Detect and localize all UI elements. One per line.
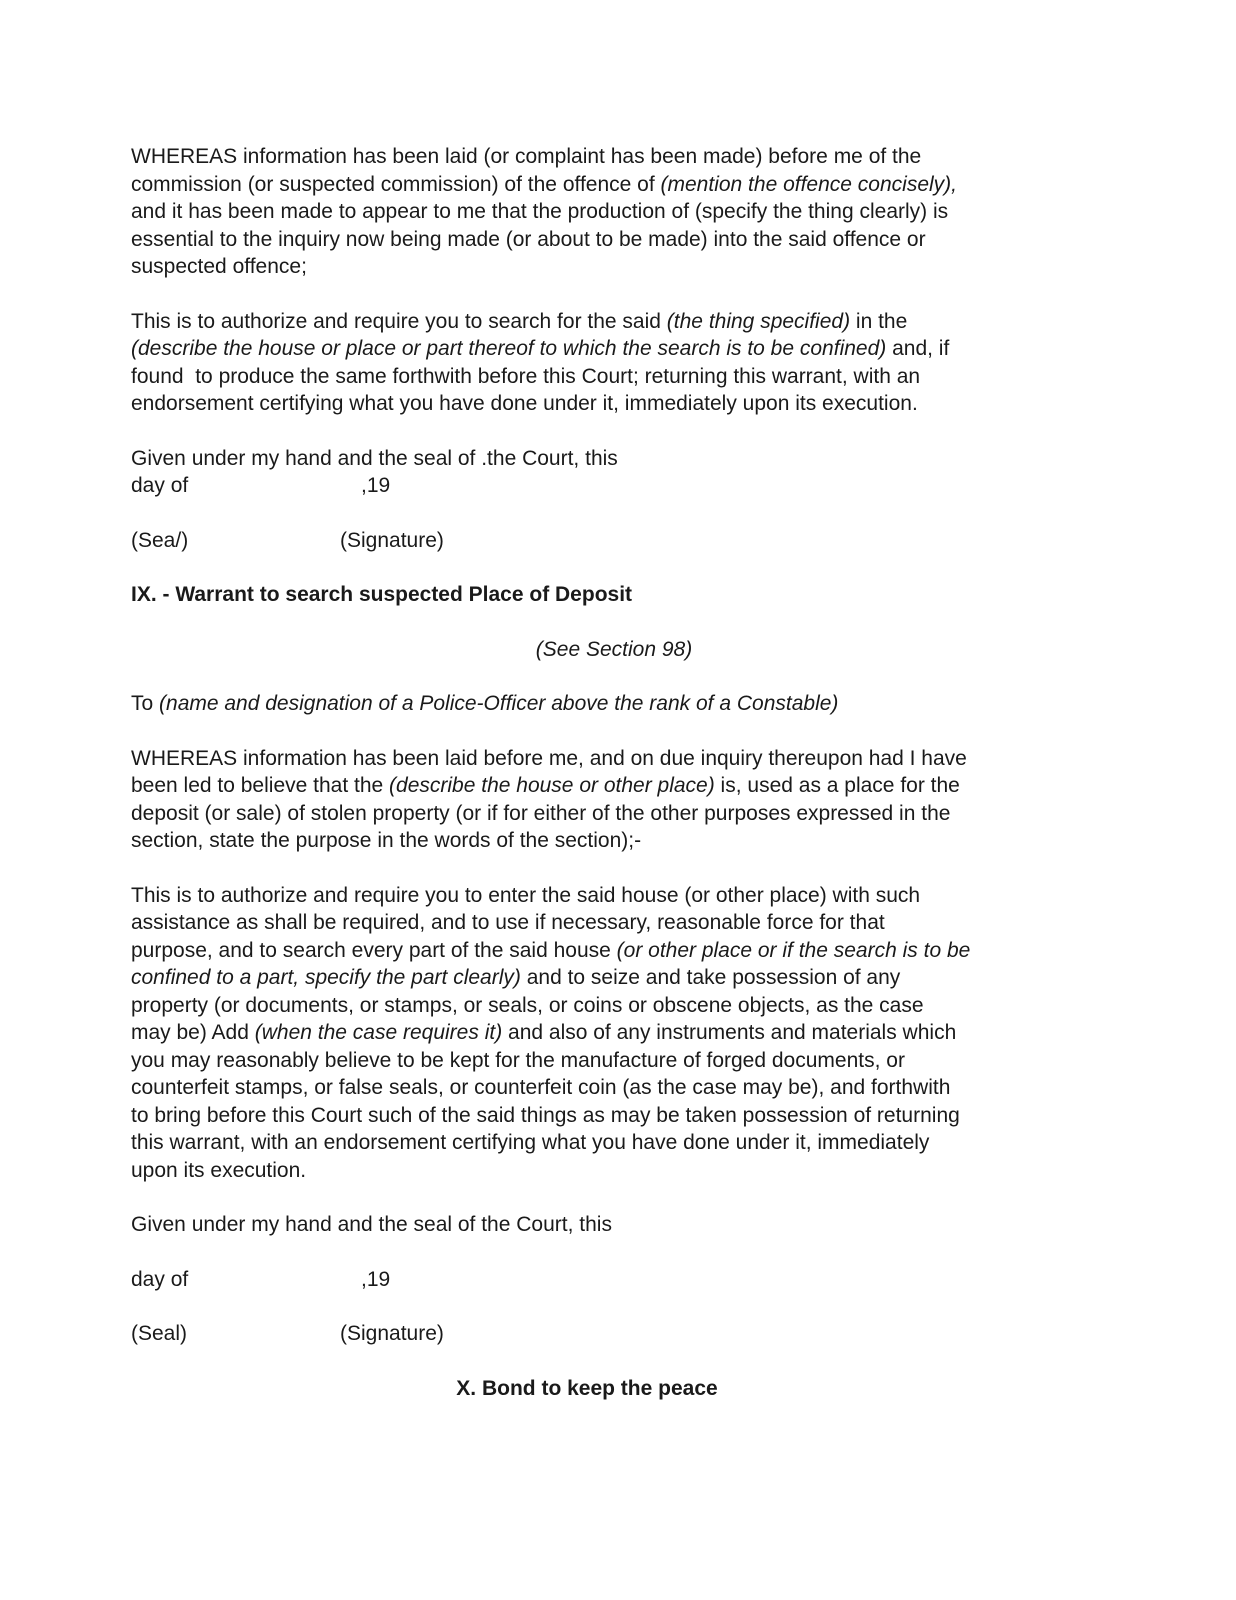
italic-note: (the thing specified): [666, 309, 851, 333]
text-line: WHEREAS information has been laid before me, and on due inquiry thereupon had I have: [131, 746, 967, 770]
text-line: This is to authorize and require you to search for the said (the thing specified) in the: [131, 309, 908, 333]
text-line: section, state the purpose in the words of the section);-: [131, 829, 642, 852]
italic-note: confined to a part, specify the part clearly): [131, 966, 521, 989]
document-page: [131, 143, 1091, 1429]
text-line: Given under my hand and the seal of .the Court, this: [131, 446, 618, 470]
given-under-hand: [131, 445, 1091, 500]
text-line: Given under my hand and the seal of the Court, this: [131, 1213, 612, 1236]
text-line: deposit (or sale) of stolen property (or if for either of the other purposes expressed in the: [131, 801, 951, 825]
italic-note: (describe the house or place or part thereof to which the search is to be confined): [131, 337, 887, 360]
whereas-paragraph: [131, 143, 1091, 281]
section-heading: X. Bond to keep the peace: [456, 1376, 718, 1400]
italic-note: (or other place or if the search is to be: [616, 938, 971, 962]
italic-note: (when the case requires it): [254, 1021, 503, 1044]
seal-signature-row: [131, 1320, 1091, 1348]
seal-label: (Seal): [131, 1322, 188, 1345]
authorize-paragraph: [131, 882, 1091, 1185]
text-line: WHEREAS information has been laid (or complaint has been made) before me of the: [131, 145, 922, 168]
authorize-paragraph: [131, 308, 1091, 418]
signature-label: (Signature): [340, 1322, 444, 1345]
text-line: upon its execution.: [131, 1158, 307, 1182]
text-line: suspected offence;: [131, 255, 307, 278]
text-line: (describe the house or place or part thereof to which the search is to be confined) and, if: [131, 337, 950, 360]
text-line: commission (or suspected commission) of the offence of (mention the offence concisely),: [131, 172, 957, 196]
see-section-note: (See Section 98): [535, 637, 693, 661]
text-line: counterfeit stamps, or false seals, or counterfeit coin (as the case may be), and forthwith: [131, 1076, 951, 1099]
text-line: found to produce the same forthwith before this Court; returning this warrant, with an: [131, 364, 921, 388]
text-line: essential to the inquiry now being made (or about to be made) into the said offence or: [131, 227, 926, 251]
day-of-line: day of ,19: [131, 1267, 391, 1291]
text-line: purpose, and to search every part of the said house (or other place or if the search is to be: [131, 938, 971, 962]
whereas-paragraph: [131, 745, 1091, 855]
seal-label: (Sea/): [131, 528, 189, 552]
text-line: and it has been made to appear to me that the production of (specify the thing clearly) is: [131, 200, 949, 223]
text-line: endorsement certifying what you have done under it, immediately upon its execution.: [131, 392, 918, 415]
day-of-line: day of ,19: [131, 474, 391, 497]
signature-label: (Signature): [340, 528, 444, 552]
text-line: you may reasonably believe to be kept for the manufacture of forged documents, or: [131, 1048, 905, 1072]
text-line: to bring before this Court such of the said things as may be taken possession of returning: [131, 1103, 960, 1127]
text-line: assistance as shall be required, and to use if necessary, reasonable force for that: [131, 911, 885, 934]
text-line: This is to authorize and require you to enter the said house (or other place) with such: [131, 883, 921, 907]
text-line: may be) Add (when the case requires it) and also of any instruments and materials which: [131, 1021, 957, 1044]
given-under-hand: [131, 1211, 1091, 1239]
addressee-line: To (name and designation of a Police-Officer above the rank of a Constable): [131, 692, 839, 715]
text-line: confined to a part, specify the part clearly) and to seize and take possession of any: [131, 966, 901, 989]
text-line: been led to believe that the (describe the house or other place) is, used as a place for the: [131, 774, 960, 797]
seal-signature-row: [131, 527, 1091, 555]
text-line: property (or documents, or stamps, or seals, or coins or obscene objects, as the case: [131, 993, 924, 1017]
italic-note: (describe the house or other place): [389, 774, 715, 797]
italic-note: (mention the offence concisely),: [660, 172, 957, 196]
italic-note: (name and designation of a Police-Officer above the rank of a Constable): [159, 692, 839, 715]
section-heading: IX. - Warrant to search suspected Place of Deposit: [131, 583, 633, 606]
text-line: this warrant, with an endorsement certifying what you have done under it, immediately: [131, 1131, 930, 1154]
